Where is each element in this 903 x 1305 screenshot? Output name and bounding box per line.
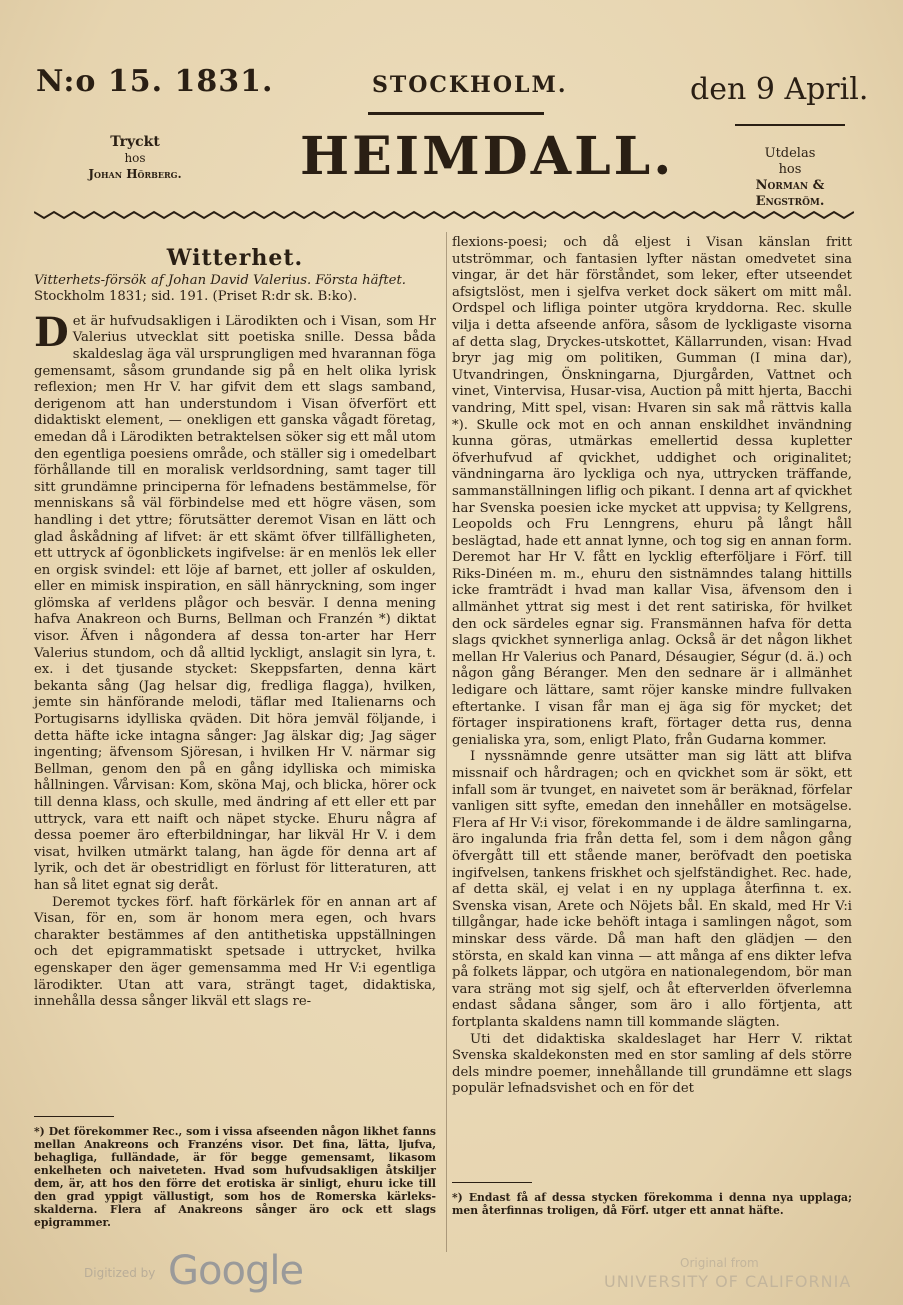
left-paragraph-1-text: et är hufvudsakligen i Lärodikten och i Visan, som Hr Valerius utvecklat sitt poetiska snille. Dessa båda skaldeslag äga väl ursprungligen med hvarannan föga gemensamt, såsom grundande sig på en helt olika lyrisk reflexion; men Hr V. har gifvit dem ett slags samband, derigenom att han understundom i Visan öfverfört ett didaktiskt element, — onekligen ett ganska vågadt företag, emedan då i Lärodikten betraktelsen söker sig ett mål utom den egentliga poesiens område, och ställer sig i omedelbart förhållande till en moralisk verldsordning, samt tager till sitt grundämne principerna för lefnadens bestämmelse, för menniskans så väl förbindelse med ett högre väsen, som handling i det yttre; förutsätter deremot Visan en lätt och glad åskådning af lifvet: är ett skämt öfver tillfälligheten, ett uttryck af ögonblickets ingifvelse: är en menlös lek eller en orgisk svindel: ett löje af barnet, ett joller af oskulden, eller en mimisk inspiration, en säll hänryckning, som inger glömska af verldens plågor och besvär. I denna mening hafva Anakreon och Burns, Bellman och Franzén *) diktat visor. Äfven i någondera af dessa ton-arter har Herr Valerius stundom, och då alltid lyckligt, anslagit sin lyra, t. ex. i det tjusande stycket: Skeppsfarten, denna kärt bekanta sång (Jag helsar dig, fredliga flagga), hvilken, jemte sin hänförande melodi, täflar med Italienarns och Portugisarns idylliska qväden. Dit höra jemväl följande, i detta häfte icke intagna sånger: Jag älskar dig; Jag säger ingenting; äfvensom Sjöresan, i hvilken Hr V. närmar sig Bellman, genom den på en gång idylliska och mimiska hållningen. Vårvisan: Kom, sköna Maj, och blicka, hörer ock till denna klass, och skulle, med ändring af ett eller ett par uttryck, vara ett naift och näpet stycke. Ehuru några af dessa poemer äro efterbildningar, har likväl Hr V. i dem visat, hvilken utmärkt talang, han ägde för denna art af lyrik, och det är obestridligt en förlust för litteraturen, att han så litet egnat sig deråt.: [34, 313, 437, 893]
footnote-rule-right: [452, 1182, 532, 1183]
date-underline: [735, 124, 845, 126]
right-column: [452, 235, 852, 1098]
right-footnote-block: [452, 1182, 852, 1217]
original-from-label: Original from: [680, 1256, 759, 1270]
printer-line2: hos: [124, 151, 146, 165]
digitized-by-label: Digitized by: [84, 1266, 156, 1280]
column-divider: [446, 232, 447, 1252]
city-name: STOCKHOLM.: [372, 72, 568, 98]
left-paragraph-2: Deremot tyckes förf. haft förkärlek för en annan art af Visan, för en, som är honom mera egen, och hvars charakter bestämmes af den antithetiska uppställningen och det epigrammatiskt spetsade i uttrycket, hvilka egenskaper den äger gemensamma med Hr V:i egentliga lärodikter. Utan att vara, strängt taget, didaktiska, innehålla dessa sånger likväl ett slags re-: [34, 894, 436, 1010]
footnote-rule: [34, 1116, 114, 1117]
left-paragraph-1: [34, 308, 437, 895]
ornamental-rule: [34, 210, 854, 220]
printer-block: [60, 134, 210, 182]
right-paragraph-1: flexions-poesi; och då eljest i Visan känslan fritt utströmmar, och fantasien lyfter nästan omedvetet sina vingar, är det här förståndet, som leker, efter utseendet afsigtslöst, men i sjelfva verket dock säkert om mitt mål. Ordspel och lifliga pointer utgöra kryddorna. Rec. skulle vilja i detta afseende anföra, såsom de lyckligaste visorna af detta slag, Dryckes-utskottet, Källarrunden, visan: Hvad bryr jag mig om politiken, Gumman (I mina dar), Utvandringen, Önskningarna, Djurgården, Vattnet och vinet, Vintervisa, Husar-visa, Auction på mitt hjerta, Bacchi vandring, Mitt spel, visan: Hvaren sin sak må rättvis kalla *). Skulle ock mot en och annan enskildhet invändning kunna göras, utmärkas emellertid dessa kupletter öfverhufvud af qvickhet, uddighet och originalitet; vändningarna äro lyckliga och nya, uttrycken träffande, sammanställningen liflig och pikant. I denna art af qvickhet har Svenska poesien icke mycket att uppvisa; ty Kellgrens, Leopolds och Fru Lenngrens, ehuru på långt håll beslägtad, hade ett annat lynne, och tog sig en annan form. Deremot har Hr V. fått en lycklig efterföljare i Förf. till Riks-Dinéen m. m., ehuru den sistnämndes talang hittills icke framträdt i hvad man kallar Visa, äfvensom den i allmänhet yttrat sig mest i det rent satiriska, för hvilket den ock särdeles egnar sig. Fransmännen hafva för detta slags qvickhet synnerliga anlag. Också är det någon likhet mellan Hr Valerius och Panard, Désaugier, Ségur (d. ä.) och någon gång Béranger. Men den sednare är i allmänhet ledigare och lättare, samt röjer kanske mindre fullvaken eftertanke. I visan får man ej äga sig för mycket; det förtager inspirationens kraft, förtager detta rus, denna genialiska yra, som, enligt Plato, från Gudarna kommer.: [452, 235, 852, 748]
section-heading: Witterhet.: [166, 245, 304, 271]
left-footnote: *) Det förekommer Rec., som i vissa afseenden någon likhet fanns mellan Anakreons och Franzéns visor. Det fina, lätta, ljufva, behagliga, fulländade, är för begge gemensamt, likasom enkelheten och naiveteten. Hvad som hufvudsakligen åtskiljer dem, är, att hos den förre det erotiska är sinligt, ehuru icke till den grad yppigt vällustigt, som hos de Romerska kärleks-skalderna. Flera af Anakreons sånger äro ock ett slags epigrammer.: [34, 1125, 436, 1229]
right-footnote: *) Endast få af dessa stycken förekomma i denna nya upplaga; men återfinnas troligen, då Förf. utger ett annat häfte.: [452, 1191, 852, 1217]
issue-number: N:o 15. 1831.: [36, 64, 274, 99]
dist-name: Norman & Engström.: [755, 178, 825, 209]
issue-date: den 9 April.: [690, 72, 869, 107]
right-paragraph-2: I nyssnämnde genre utsätter man sig lätt att blifva missnaif och hårdragen; och en qvickhet som är sökt, ett infall som är tvunget, en naivetet som är beräknad, förfelar vanligen sitt syfte, emedan den innehåller en motsägelse. Flera af Hr V:i visor, förekommande i de äldre samlingarna, äro ingalunda fria från detta fel, som i dem någon gång öfvergått till ett stående maner, beröfvadt den poetiska ingifvelsen, tankens friskhet och sjelfständighet. Rec. hade, af detta skäl, ej velat i en ny upplaga återfinna t. ex. Svenska visan, Arete och Nöjets bål. En skald, med Hr V:i tillgångar, hade icke behöft intaga i samlingen något, som minskar dess värde. Då man haft den glädjen — den största, en skald kan vinna — att många af ens dikter lefva på folkets läppar, och utgöra en nationalegendom, bör man vara sträng mot sig sjelf, och åt efterverlden öfverlemna endast sådana sånger, som äro i allo förtjenta, att fortplanta skaldens namn till kommande slägten.: [452, 749, 852, 1030]
printer-line1: Tryckt: [110, 134, 160, 150]
book-pubinfo: Stockholm 1831; sid. 191. (Priset R:dr sk. B:ko).: [34, 289, 358, 305]
drop-cap: D: [34, 308, 69, 356]
printer-name: Johan Hörberg.: [88, 167, 182, 181]
right-paragraph-3: Uti det didaktiska skaldeslaget har Herr V. riktat Svenska skaldekonsten med en stor samling af dels större dels mindre poemer, innehållande till grundämne ett slags populär lefnadsvishet och en för det: [452, 1031, 852, 1097]
left-column: [34, 245, 437, 1011]
university-label: UNIVERSITY OF CALIFORNIA: [604, 1272, 852, 1291]
left-footnote-block: [34, 1116, 436, 1229]
book-title: Vitterhets-försök af Johan David Valerius. Första häftet.: [34, 272, 406, 288]
distributor-block: [720, 146, 860, 210]
masthead-title: HEIMDALL.: [300, 126, 675, 187]
dist-line1: Utdelas: [764, 146, 816, 161]
city-underline: [368, 112, 544, 115]
dist-line2: hos: [778, 162, 802, 177]
google-logo: Google: [168, 1248, 304, 1294]
